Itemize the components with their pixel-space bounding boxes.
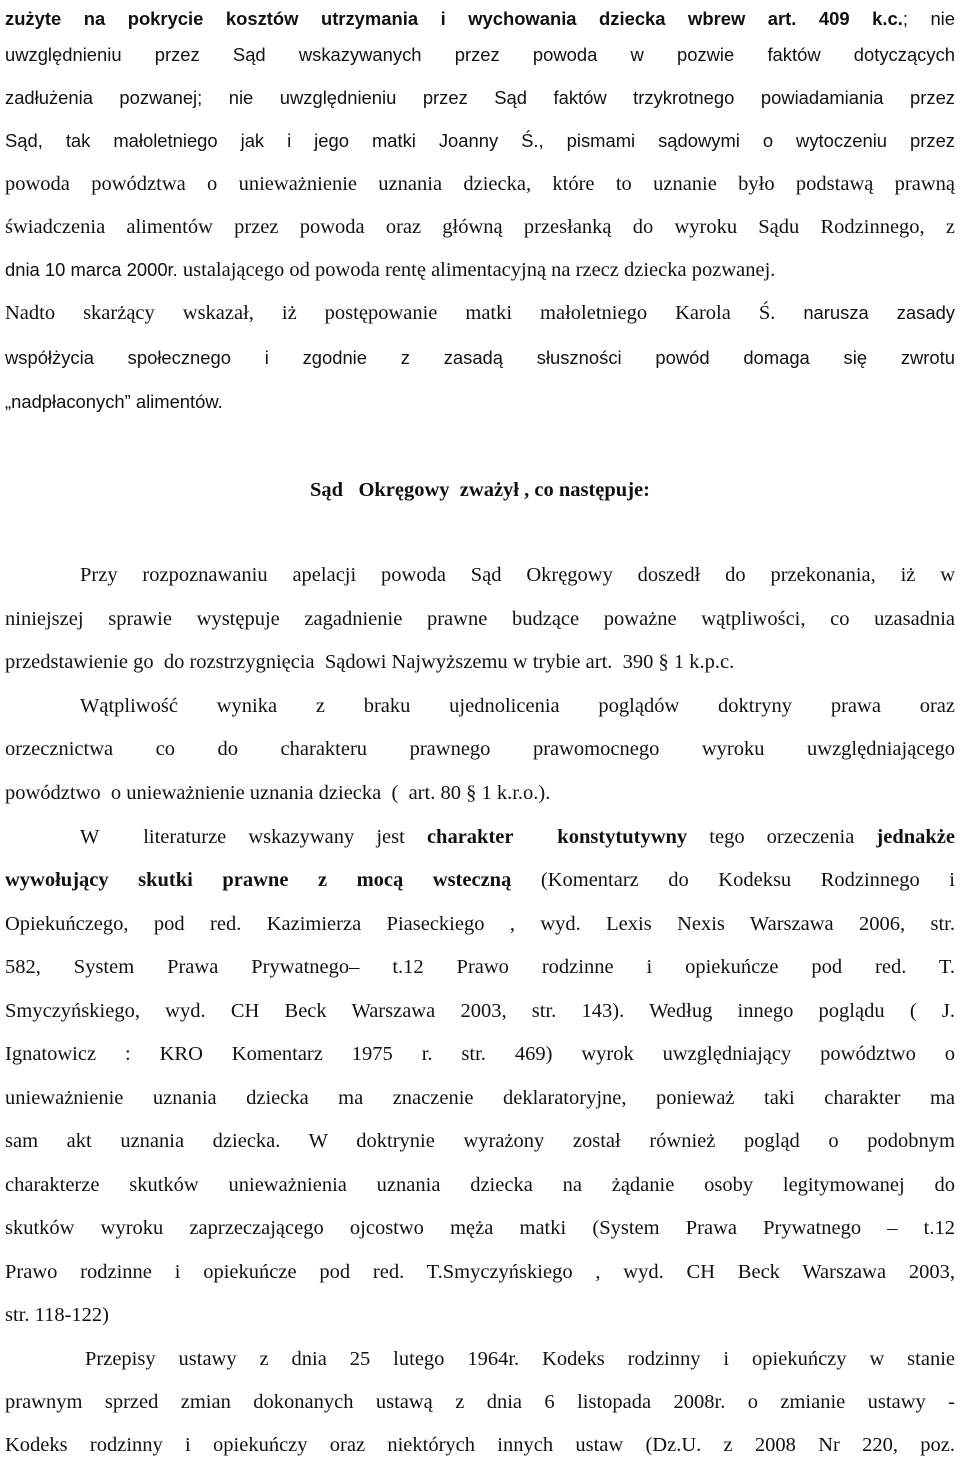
text-segment: charakter konstytutywny <box>426 826 688 848</box>
text-line-21 <box>5 945 955 989</box>
text-line-25 <box>5 1119 955 1163</box>
text-line-18 <box>5 815 955 859</box>
text-segment: (Komentarz do Kodeksu Rodzinnego i <box>511 869 955 891</box>
text-segment: niniejszej sprawie występuje zagadnienie prawne budzące poważne wątpliwości, co uzasadnia <box>5 608 955 630</box>
text-line-29 <box>5 1293 955 1337</box>
text-line-17 <box>5 771 955 815</box>
text-segment: powoda powództwa o unieważnienie uznania dziecka, które to uznanie było podstawą prawną <box>5 173 955 195</box>
text-segment: zadłużenia pozwanej; nie uwzględnieniu przez Sąd faktów trzykrotnego powiadamiania przez <box>5 87 955 108</box>
text-segment: dnia 10 marca 2000r. <box>5 259 178 280</box>
text-line-31 <box>5 1380 955 1424</box>
text-line-9 <box>5 336 955 380</box>
text-line-32 <box>5 1423 955 1460</box>
text-segment: , pismami sądowymi o wytoczeniu przez <box>538 130 955 151</box>
text-segment: Wątpliwość wynika z braku ujednolicenia poglądów doktryny prawa oraz <box>80 695 955 717</box>
text-segment: „nadpłaconych” alimentów. <box>5 391 223 412</box>
text-segment: Prawo rodzinne i opiekuńcze pod red. T.Smyczyńskiego , wyd. CH Beck Warszawa 2003, <box>5 1261 955 1283</box>
text-segment: współżycia społecznego i zgodnie z zasadą słuszności powód domaga się zwrotu <box>5 347 955 368</box>
section-heading <box>5 468 955 512</box>
text-segment: Kodeks rodzinny i opiekuńczy oraz niektórych innych ustaw (Dz.U. z 2008 Nr 220, poz. <box>5 1434 955 1456</box>
text-line-28 <box>5 1250 955 1294</box>
text-line-10 <box>5 380 955 424</box>
text-segment: tego orzeczenia <box>687 826 877 848</box>
text-line-14 <box>5 640 955 684</box>
text-line-19 <box>5 858 955 902</box>
text-line-7 <box>5 248 955 292</box>
text-segment: Przepisy ustawy z dnia 25 lutego 1964r. Kodeks rodzinny i opiekuńczy w stanie <box>85 1348 955 1370</box>
text-line-2 <box>5 33 955 77</box>
text-segment: ; nie <box>902 8 955 29</box>
text-segment: W literaturze wskazywany jest <box>80 826 427 848</box>
text-segment: Sąd, tak małoletniego jak i jego matki Joanny Ś. <box>5 130 539 151</box>
text-segment: powództwo o unieważnienie uznania dziecka ( art. 80 § 1 k.r.o.). <box>5 782 551 804</box>
text-line-16 <box>5 727 955 771</box>
text-line-24 <box>5 1076 955 1120</box>
text-segment: 582, System Prawa Prywatnego– t.12 Prawo rodzinne i opiekuńcze pod red. T. <box>5 956 955 978</box>
text-segment: str. 118-122) <box>5 1304 110 1326</box>
text-segment: Ignatowicz : KRO Komentarz 1975 r. str. 469) wyrok uwzględniający powództwo o <box>5 1043 955 1065</box>
text-segment: zużyte na pokrycie kosztów utrzymania i wychowania dziecka wbrew art. 409 k.c. <box>5 8 903 29</box>
text-segment: Opiekuńczego, pod red. Kazimierza Piaseckiego , wyd. Lexis Nexis Warszawa 2006, str. <box>5 913 955 935</box>
text-segment: Przy rozpoznawaniu apelacji powoda Sąd Okręgowy doszedł do przekonania, iż w <box>80 564 955 586</box>
text-segment: unieważnienie uznania dziecka ma znaczenie deklaratoryjne, ponieważ taki charakter ma <box>5 1087 955 1109</box>
text-line-20 <box>5 902 955 946</box>
heading-text: Sąd Okręgowy zważył , co następuje: <box>310 479 650 501</box>
text-line-6 <box>5 205 955 249</box>
text-segment: narusza zasady <box>775 302 955 323</box>
document-page <box>5 0 955 1460</box>
text-line-23 <box>5 1032 955 1076</box>
text-line-4 <box>5 119 955 163</box>
text-segment: ustalającego od powoda rentę alimentacyjną na rzecz dziecka pozwanej. <box>177 259 776 281</box>
text-segment: przedstawienie go do rozstrzygnięcia Sądowi Najwyższemu w trybie art. 390 § 1 k.p.c. <box>5 651 735 673</box>
text-segment: Smyczyńskiego, wyd. CH Beck Warszawa 2003, str. 143). Według innego poglądu ( J. <box>5 1000 955 1022</box>
text-segment: sam akt uznania dziecka. W doktrynie wyrażony został również pogląd o podobnym <box>5 1130 955 1152</box>
text-line-22 <box>5 989 955 1033</box>
text-line-15 <box>5 684 955 728</box>
text-line-13 <box>5 597 955 641</box>
text-line-12 <box>5 553 955 597</box>
text-line-5 <box>5 162 955 206</box>
text-segment: uwzględnieniu przez Sąd wskazywanych przez powoda w pozwie faktów dotyczących <box>5 44 955 65</box>
text-segment: wywołujący skutki prawne z mocą wsteczną <box>5 869 512 891</box>
text-line-3 <box>5 76 955 120</box>
text-segment: orzecznictwa co do charakteru prawnego prawomocnego wyroku uwzględniającego <box>5 738 955 760</box>
text-segment: skutków wyroku zaprzeczającego ojcostwo męża matki (System Prawa Prywatnego – t.12 <box>5 1217 955 1239</box>
text-line-26 <box>5 1163 955 1207</box>
text-line-27 <box>5 1206 955 1250</box>
text-segment: jednakże <box>876 826 955 848</box>
text-segment: Nadto skarżący wskazał, iż postępowanie matki małoletniego Karola Ś. <box>5 302 776 324</box>
text-segment: charakterze skutków unieważnienia uznania dziecka na żądanie osoby legitymowanej do <box>5 1174 955 1196</box>
text-segment: świadczenia alimentów przez powoda oraz główną przesłanką do wyroku Sądu Rodzinnego, z <box>5 216 955 238</box>
text-segment: prawnym sprzed zmian dokonanych ustawą z dnia 6 listopada 2008r. o zmianie ustawy - <box>5 1391 955 1413</box>
text-line-8 <box>5 291 955 335</box>
text-line-30 <box>5 1337 955 1381</box>
